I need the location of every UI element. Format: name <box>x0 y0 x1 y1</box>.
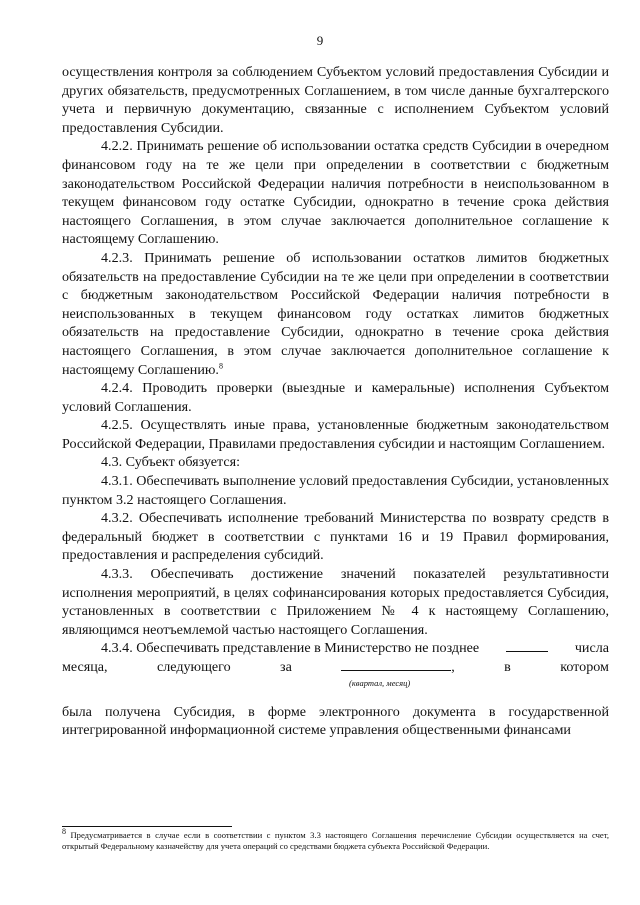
page-number: 9 <box>316 33 324 48</box>
clause-4-3-4-day-word: числа <box>574 640 609 657</box>
word-following: следующего <box>156 659 231 675</box>
period-hint-row <box>62 677 609 691</box>
clause-4-3-3: 4.3.3. Обеспечивать достижение значений показателей результативности исполнения мероприятий, в целях софинансирования которых предоставляется Субсидия, установленных в соответствии с Приложением № 4 к настоящему Соглашению, являющимся неотъемлемой частью настоящего Соглашения. <box>62 566 609 638</box>
period-hint: (квартал, месяц) <box>349 677 411 688</box>
footnote-ref: 8 <box>218 360 223 370</box>
clause-4-3: 4.3. Субъект обязуется: <box>101 454 241 471</box>
clause-4-3-4-line2 <box>62 658 609 677</box>
clause-4-3-4-start: 4.3.4. Обеспечивать представление в Министерство не позднее <box>101 640 480 657</box>
clause-4-2-3-text: 4.2.3. Принимать решение об использовании остатков лимитов бюджетных обязательств на предоставление Субсидии на те же цели при определении в соответствии с бюджетным законодательством Российской Федерации наличия потребности в неиспользованных в текущем финансовом году остатках лимитов бюджетных обязательств на предоставление Субсидии, однократно в течение срока действия настоящего Соглашения, в этом случае заключается дополнительное соглашение к настоящему Соглашению. <box>62 249 609 378</box>
period-blank[interactable] <box>341 658 451 671</box>
footnote <box>62 827 609 852</box>
footnote-marker: 8 <box>62 827 66 837</box>
document-body <box>62 63 609 740</box>
clause-4-3-2: 4.3.2. Обеспечивать исполнение требований Министерства по возврату средств в федеральный бюджет в соответствии с пунктами 16 и 19 Правил формирования, предоставления и распределения субсидий. <box>62 510 609 564</box>
period-comma: , <box>451 659 455 675</box>
word-month: месяца, <box>62 659 108 675</box>
footnote-divider <box>62 826 232 827</box>
clause-4-2-2: 4.2.2. Принимать решение об использовании остатка средств Субсидии в очередном финансовом году на те же цели при определении в соответствии с бюджетным законодательством Российской Федерации наличия потребности в неиспользованном в текущем финансовом году остатке Субсидии, однократно в течение срока действия настоящего Соглашения, в этом случае заключается дополнительное соглашение к настоящему Соглашению. <box>62 138 609 248</box>
word-in: в <box>504 659 511 675</box>
clause-4-2-5: 4.2.5. Осуществлять иные права, установленные бюджетным законодательством Российской Федерации, Правилами предоставления субсидии и настоящим Соглашением. <box>62 417 609 452</box>
word-which: котором <box>560 659 609 675</box>
spacer <box>62 691 609 703</box>
word-for: за <box>280 659 292 675</box>
paragraph-continued: осуществления контроля за соблюдением Субъектом условий предоставления Субсидии и других обязательств, предусмотренных Соглашением, в том числе данные бухгалтерского учета и первичную документацию, связанные с исполнением Субъектом условий предоставления Субсидии. <box>62 64 609 136</box>
footnote-text: Предусматривается в случае если в соответствии с пунктом 3.3 настоящего Соглашения перечисление Субсидии осуществляется на счет, открытый Федеральному казначейству для учета операций со средствами бюджета субъекта Российской Федерации. <box>62 830 609 851</box>
day-blank[interactable] <box>506 639 548 652</box>
clause-4-3-4-line1 <box>62 639 609 658</box>
clause-4-3-1: 4.3.1. Обеспечивать выполнение условий предоставления Субсидии, установленных пунктом 3.2 настоящего Соглашения. <box>62 473 609 508</box>
clause-4-2-3 <box>62 249 609 379</box>
clause-4-3-4-continuation: была получена Субсидия, в форме электронного документа в государственной интегрированной информационной системе управления общественными финансами <box>62 703 609 739</box>
clause-4-2-4: 4.2.4. Проводить проверки (выездные и камеральные) исполнения Субъектом условий Соглашения. <box>62 380 609 415</box>
